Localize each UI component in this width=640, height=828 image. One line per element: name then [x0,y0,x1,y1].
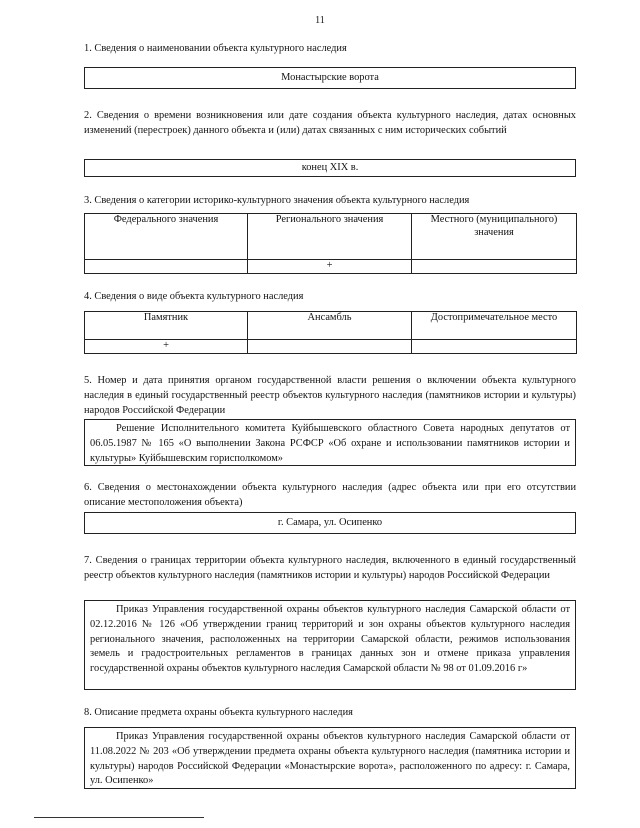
mark-monument: + [85,340,248,354]
section-6-title: 6. Сведения о местонахождении объекта культурного наследия (адрес объекта или при его отсутствии описание местоположения объекта) [84,482,576,508]
object-name-box: Монастырские ворота [84,67,576,89]
significance-category-table [84,213,577,274]
header-local: Местного (муниципального) значения [412,214,577,260]
section-2-title: 2. Сведения о времени возникновения или дате создания объекта культурного наследия, датах основных изменений (перестроек) данного объекта и (или) датах связанных с ним исторических событий [84,110,576,136]
header-ensemble: Ансамбль [248,312,412,340]
protection-subject-text: Приказ Управления государственной охраны объектов культурного наследия Самарской области от 11.08.2022 № 203 «Об утверждении предмета охраны объекта культурного наследия (памятника истории и культуры) народов Российской Федерации «Монастырские ворота», расположенного по адресу: г. Самара, ул. Осипенко» [90,731,570,787]
registry-decision-box [84,419,576,466]
page-number: 11 [315,15,325,26]
section-4-title: 4. Сведения о виде объекта культурного наследия [84,291,304,302]
registry-decision-text: Решение Исполнительного комитета Куйбышевского областного Совета народных депутатов от 06.05.1987 № 165 «О выполнении Закона РСФСР «Об охране и использовании памятников истории и культуры» Куйбышевским горисполкомом» [90,423,570,464]
territory-boundaries-text: Приказ Управления государственной охраны объектов культурного наследия Самарской области от 02.12.2016 № 126 «Об утверждении границ территорий и зон охраны объектов культурного наследия регионального значения, расположенных на территории Самарской области, режимов использования земель и градостроительных регламентов в границах данных зон и отмене приказа управления государственной охраны объектов культурного наследия Самарской области № 98 от 01.09.2016 г» [90,604,570,675]
header-federal: Федерального значения [85,214,248,260]
mark-local [412,260,577,274]
section-8-title: 8. Описание предмета охраны объекта культурного наследия [84,707,353,718]
mark-landmark [412,340,577,354]
section-3-title: 3. Сведения о категории историко-культурного значения объекта культурного наследия [84,195,470,206]
section-7-title: 7. Сведения о границах территории объекта культурного наследия, включенного в единый государственный реестр объектов культурного наследия (памятников истории и культуры) народов Российской Федерации [84,555,576,581]
mark-regional: + [248,260,412,274]
footnote-divider [34,817,204,818]
section-1-title: 1. Сведения о наименовании объекта культурного наследия [84,43,347,54]
creation-date-box: конец XIX в. [84,159,576,177]
address-box: г. Самара, ул. Осипенко [84,512,576,534]
object-type-table [84,311,577,354]
protection-subject-box [84,727,576,789]
header-landmark: Достопримечательное место [412,312,577,340]
mark-ensemble [248,340,412,354]
header-monument: Памятник [85,312,248,340]
territory-boundaries-box [84,600,576,690]
mark-federal [85,260,248,274]
header-regional: Регионального значения [248,214,412,260]
section-5-title: 5. Номер и дата принятия органом государственной власти решения о включении объекта культурного наследия в единый государственный реестр объектов культурного наследия (памятников истории и культуры) народов Российской Федерации [84,375,576,416]
